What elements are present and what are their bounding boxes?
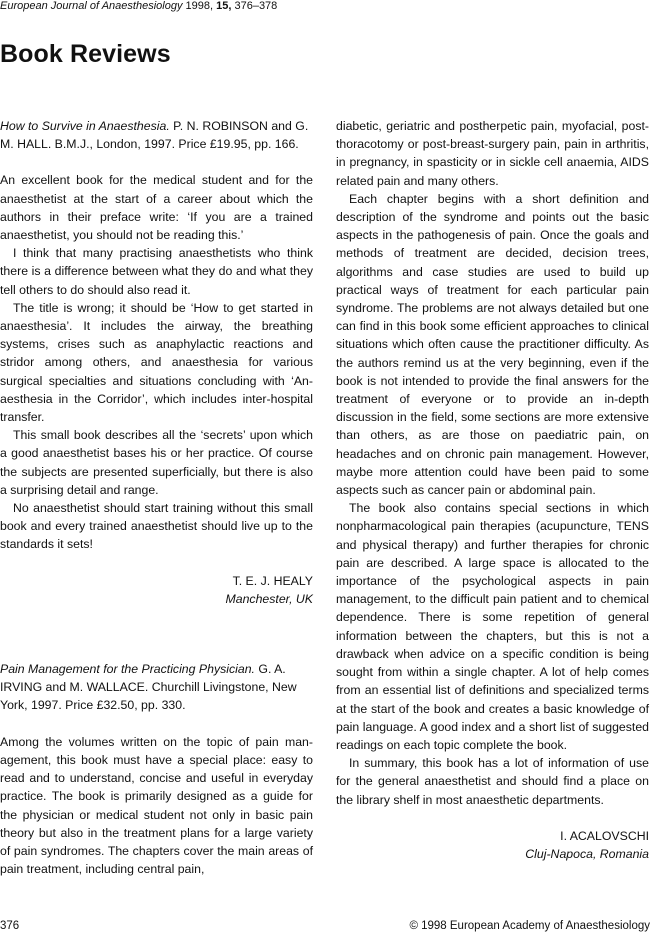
review1-location: Manchester, UK [225, 591, 313, 606]
review1-paragraph: This small book describes all the ‘secrets’ upon which a good anaesthetist bases his or her practice. Of course the subjects are presented superficially, but there is also a surprising detail and range. [0, 428, 313, 497]
review2-paragraph: Each chapter begins with a short definition and description of the syndrome and points out the basic aspects in the pathogenesis of pain. Once the goals and methods of treatment are decided, decision trees, algorithms and case studies are used to build up practical ways of treatment for each particular pain syndrome. The problems are not always detailed but one can find in this book some efficient approaches to clinical situations which often cause the practitioner difficulty. As the authors remind us at the very beginning, even if the book is not intended to provide the final answers for the treatment of everyone or to provide an in-depth discussion in the field, some sections are more extensive than others, as are those on paediatric pain, on headaches and on chronic pain management. However, maybe more attention could have been paid to some aspects such as cancer pain or abdominal pain. [336, 191, 649, 498]
review2-citation-details: G. A. IRVING and M. WALLACE. Churchill Livingstone, New York, 1997. Price £32.50, pp. 330. [0, 662, 297, 713]
review2-location: Cluj-Napoca, Romania [525, 846, 649, 861]
review2-paragraph: diabetic, geriatric and postherpetic pain, myofacial, post-thoracotomy or post-breast-surgery pain, pain in arthritis, in pregnancy, in spasticity or in sickle cell anaemia, AIDS related pain and many others. [336, 119, 649, 188]
page-number: 376 [0, 920, 20, 932]
review2-paragraph: In summary, this book has a lot of information of use for the general anaesthetist and should find a place on the library shelf in most anaesthetic departments. [336, 756, 649, 807]
review1-paragraph: The title is wrong; it should be ‘How to get started in anaesthesia’. It includes the airway, the breathing systems, crises such as anaphylactic reactions and stridor among others, and anaesthesia for various surgical specialties and situations concluding with ‘Anaesthesia in the Corridor’, which includes inter-hospital transfer. [0, 300, 313, 425]
review2-paragraph: Among the volumes written on the topic of pain management, this book must have a special place: easy to read and to understand, concise and useful in everyday practice. The book is primarily designed as a guide for the physician or medical student not only in basic pain theory but also in the treatment plans for a large variety of pain syndromes. The chapters cover the main areas of pain treatment, including central pain, [0, 734, 313, 877]
review1-paragraph: I think that many practising anaesthetists who think there is a difference between what they do and what they tell others to do should also read it. [0, 246, 313, 297]
copyright-notice: © 1998 European Academy of Anaesthesiology [409, 920, 650, 932]
journal-citation-header [0, 0, 277, 12]
review1-reviewer: T. E. J. HEALY [232, 573, 313, 588]
right-column [336, 117, 649, 863]
review1-citation-details: P. N. ROBINSON and G. M. HALL. B.M.J., London, 1997. Price £19.95, pp. 166. [0, 119, 309, 152]
review1-citation [0, 117, 313, 153]
review2-paragraph: The book also contains special sections in which nonpharmacological pain therapies (acupuncture, TENS and physical therapy) and further therapies for chronic pain are described. A large space is allocated to the importance of the psychological aspects in pain management, to the difficult pain patient and to chemical dependence. There is some repetition of general information between the chapters, but this is not a drawback when advice on a specific condition is being sought from within a single chapter. A lot of help comes from an essential list of definitions and specialized terms at the start of the book and creates a basic knowledge of pain language. A good index and a short list of suggested readings on each topic complete the book. [336, 501, 649, 752]
review1-paragraph: An excellent book for the medical student and for the anaesthetist at the start of a career about which the authors in their preface write: ‘If you are a trained anaesthetist, you should not be reading this.’ [0, 173, 313, 243]
review1-book-title: How to Survive in Anaesthesia. [0, 119, 170, 133]
review2-reviewer: I. ACALOVSCHI [560, 828, 649, 843]
journal-year: 1998, [185, 0, 214, 12]
review1-paragraph: No anaesthetist should start training without this small book and every trained anaesthetist should live up to the standards it sets! [0, 501, 313, 552]
review2-book-title: Pain Management for the Practicing Physician. [0, 662, 255, 677]
journal-pages: 376–378 [234, 0, 278, 12]
review2-citation [0, 660, 313, 715]
left-column [0, 117, 313, 878]
journal-volume: 15, [216, 0, 232, 12]
page-title: Book Reviews [0, 40, 171, 68]
journal-name: European Journal of Anaesthesiology [0, 0, 183, 12]
